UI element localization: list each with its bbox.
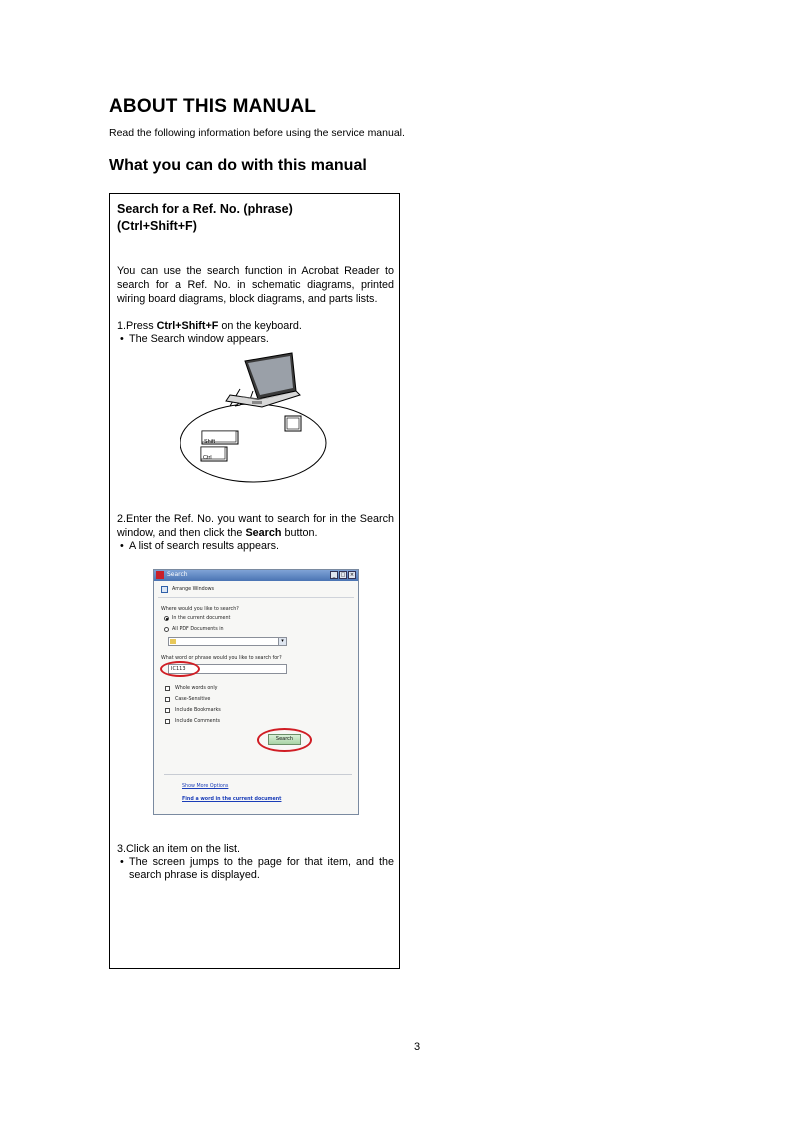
include-bookmarks-label: Include Bookmarks — [175, 708, 221, 713]
case-sensitive-label: Case-Sensitive — [175, 697, 211, 702]
folder-icon — [170, 639, 176, 644]
location-dropdown[interactable] — [168, 637, 287, 646]
step-2-bullet: • A list of search results appears. — [129, 540, 394, 553]
step-1-keys: Ctrl+Shift+F — [156, 320, 219, 332]
include-comments-label: Include Comments — [175, 719, 220, 724]
intro-text: Read the following information before using the service manual. — [109, 127, 405, 139]
window-divider — [164, 774, 352, 775]
search-button-highlight-ring — [257, 728, 312, 752]
box-title-line2: (Ctrl+Shift+F) — [117, 219, 197, 233]
whole-words-label: Whole words only — [175, 686, 218, 691]
step-1 — [117, 319, 394, 333]
step-1-prefix: 1.Press — [117, 320, 157, 332]
laptop-icon — [226, 353, 300, 407]
checkbox-include-bookmarks[interactable] — [165, 708, 170, 713]
box-title — [117, 201, 293, 235]
feature-box — [109, 193, 400, 969]
search-window-title: Search — [167, 571, 188, 578]
query-highlight-ring — [160, 661, 200, 677]
section-title: What you can do with this manual — [109, 157, 367, 174]
checkbox-whole-words[interactable] — [165, 686, 170, 691]
key-shift-label: Shift — [204, 439, 216, 445]
what-label: What word or phrase would you like to search for? — [161, 656, 282, 661]
step-3: 3.Click an item on the list. — [117, 843, 241, 855]
maximize-icon[interactable]: □ — [340, 572, 346, 578]
step-2-suffix: button. — [281, 527, 318, 539]
close-icon[interactable]: × — [349, 572, 355, 578]
search-query-value: IC113 — [171, 666, 186, 672]
checkbox-include-comments[interactable] — [165, 719, 170, 724]
step-2-button-word: Search — [245, 527, 282, 539]
key-f-icon — [285, 416, 301, 431]
minimize-icon[interactable]: _ — [330, 571, 338, 579]
step-1-suffix: on the keyboard. — [218, 320, 302, 332]
radio-all-pdf[interactable] — [164, 627, 169, 632]
page-title: ABOUT THIS MANUAL — [109, 96, 317, 117]
search-window-titlebar — [154, 570, 358, 581]
radio-current-document[interactable] — [164, 616, 169, 621]
laptop-keyboard-illustration — [180, 349, 330, 484]
arrange-windows-icon[interactable] — [161, 586, 168, 593]
key-ctrl-label: Ctrl — [203, 455, 212, 461]
box-title-line1: Search for a Ref. No. (phrase) — [117, 202, 293, 216]
search-window — [153, 569, 359, 815]
step-2-prefix: 2.Enter the Ref. No. you want to search for in the Search window, and then click the — [117, 513, 394, 539]
step-1-bullet: • The Search window appears. — [129, 333, 394, 346]
radio-all-label: All PDF Documents in — [172, 627, 224, 632]
search-button[interactable]: Search — [268, 734, 301, 745]
acrobat-logo-icon — [156, 571, 164, 579]
checkbox-case-sensitive[interactable] — [165, 697, 170, 702]
find-word-link[interactable]: Find a word in the current document — [182, 797, 282, 802]
show-more-options-link[interactable]: Show More Options — [182, 784, 229, 789]
step-2 — [117, 512, 394, 540]
chevron-down-icon[interactable]: ▾ — [278, 638, 286, 645]
step-3-bullet: • The screen jumps to the page for that item, and the search phrase is displayed. — [129, 856, 394, 882]
page-number: 3 — [414, 1041, 421, 1053]
radio-current-label: In the current document — [172, 616, 231, 621]
where-label: Where would you like to search? — [161, 607, 239, 612]
box-description: You can use the search function in Acrobat Reader to search for a Ref. No. in schematic diagrams, printed wiring board diagrams, block diagrams, and parts lists. — [117, 265, 394, 305]
arrange-windows-label[interactable]: Arrange Windows — [172, 587, 215, 592]
